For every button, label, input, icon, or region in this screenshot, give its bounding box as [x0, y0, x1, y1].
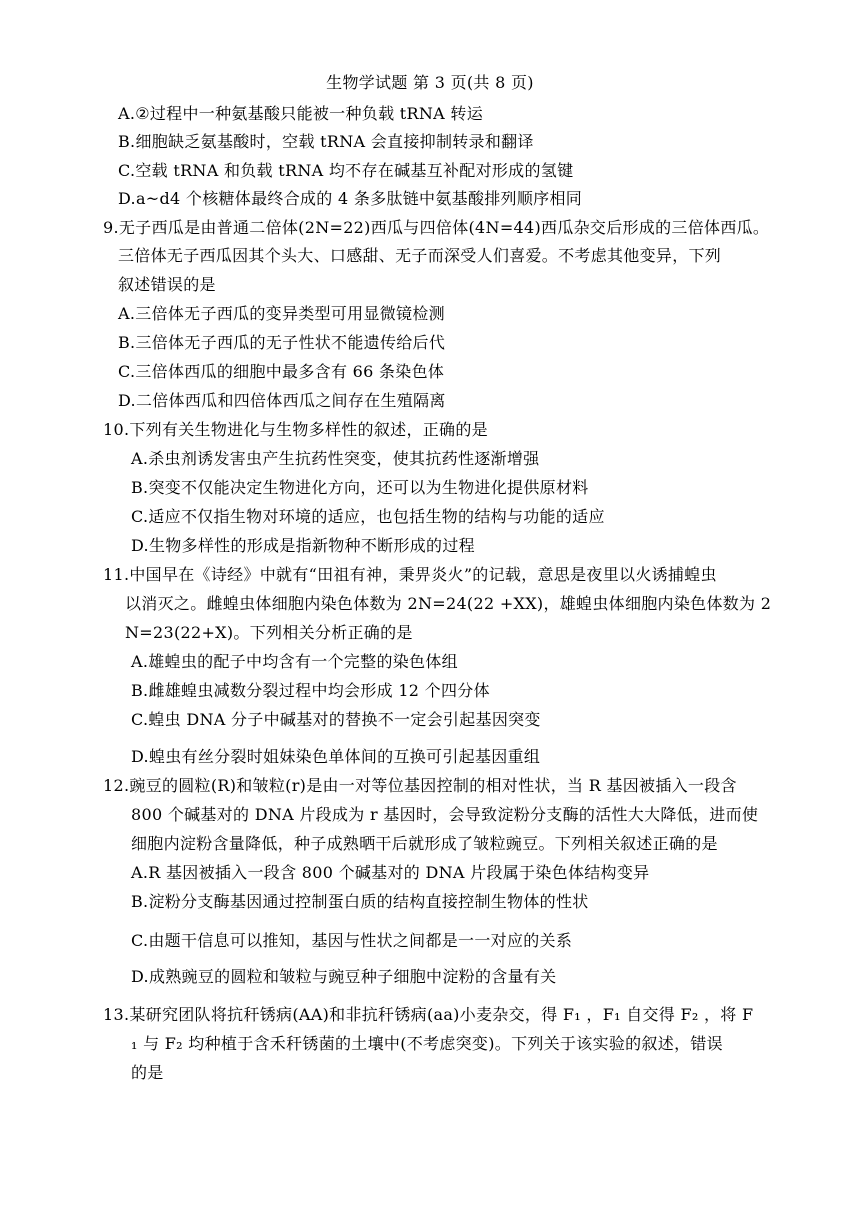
- q11-option-a: A.雄蝗虫的配子中均含有一个完整的染色体组: [131, 652, 458, 671]
- q8-option-c: C.空载 tRNA 和负载 tRNA 均不存在碱基互补配对形成的氢键: [118, 161, 574, 180]
- q12-option-a: A.R 基因被插入一段含 800 个碱基对的 DNA 片段属于染色体结构变异: [131, 863, 650, 882]
- q12-option-c: C.由题干信息可以推知，基因与性状之间都是一一对应的关系: [131, 931, 573, 950]
- q12-stem-line: 800 个碱基对的 DNA 片段成为 r 基因时，会导致淀粉分支酶的活性大大降低，进而使: [131, 805, 759, 824]
- q9-stem-line: 三倍体无子西瓜因其个头大、口感甜、无子而深受人们喜爱。不考虑其他变异，下列: [118, 246, 722, 265]
- q13-stem-line: 的是: [131, 1063, 164, 1082]
- q11-option-c: C.蝗虫 DNA 分子中碱基对的替换不一定会引起基因突变: [131, 710, 541, 729]
- q12-stem-line: 细胞内淀粉含量降低，种子成熟晒干后就形成了皱粒豌豆。下列相关叙述正确的是: [131, 834, 718, 853]
- q9-option-c: C.三倍体西瓜的细胞中最多含有 66 条染色体: [118, 362, 445, 381]
- page-header: 生物学试题 第 3 页(共 8 页): [326, 73, 534, 92]
- q12-stem-line: 12.豌豆的圆粒(R)和皱粒(r)是由一对等位基因控制的相对性状，当 R 基因被插入一段含: [103, 776, 737, 795]
- q9-option-b: B.三倍体无子西瓜的无子性状不能遗传给后代: [118, 333, 446, 352]
- q10-stem-line: 10.下列有关生物进化与生物多样性的叙述，正确的是: [103, 420, 488, 439]
- q13-stem-line: ₁ 与 F₂ 均种植于含禾秆锈菌的土壤中(不考虑突变)。下列关于该实验的叙述，错误: [131, 1034, 723, 1053]
- q9-stem-line: 9.无子西瓜是由普通二倍体(2N=22)西瓜与四倍体(4N=44)西瓜杂交后形成的三倍体西瓜。: [103, 218, 770, 237]
- q8-option-a: A.②过程中一种氨基酸只能被一种负载 tRNA 转运: [118, 104, 483, 123]
- q13-stem-line: 13.某研究团队将抗秆锈病(AA)和非抗秆锈病(aa)小麦杂交，得 F₁ ，F₁ 自交得 F₂ ，将 F: [103, 1005, 754, 1024]
- q10-option-d: D.生物多样性的形成是指新物种不断形成的过程: [131, 536, 475, 555]
- q12-option-d: D.成熟豌豆的圆粒和皱粒与豌豆种子细胞中淀粉的含量有关: [131, 967, 557, 986]
- q12-option-b: B.淀粉分支酶基因通过控制蛋白质的结构直接控制生物体的性状: [131, 892, 589, 911]
- q10-option-a: A.杀虫剂诱发害虫产生抗药性突变，使其抗药性逐渐增强: [131, 449, 540, 468]
- q10-option-c: C.适应不仅指生物对环境的适应，也包括生物的结构与功能的适应: [131, 507, 605, 526]
- q11-stem-line: N=23(22+X)。下列相关分析正确的是: [125, 623, 413, 642]
- q11-stem-line: 11.中国早在《诗经》中就有“田祖有神，秉畀炎火”的记载，意思是夜里以火诱捕蝗虫: [103, 565, 717, 584]
- q9-option-a: A.三倍体无子西瓜的变异类型可用显微镜检测: [118, 304, 445, 323]
- q8-option-b: B.细胞缺乏氨基酸时，空载 tRNA 会直接抑制转录和翻译: [118, 132, 534, 151]
- q9-option-d: D.二倍体西瓜和四倍体西瓜之间存在生殖隔离: [118, 391, 446, 410]
- q11-stem-line: 以消灭之。雌蝗虫体细胞内染色体数为 2N=24(22 +XX)，雄蝗虫体细胞内染色体数为 2: [125, 594, 772, 613]
- q9-stem-line: 叙述错误的是: [118, 275, 216, 294]
- q11-option-d: D.蝗虫有丝分裂时姐妹染色单体间的互换可引起基因重组: [131, 747, 541, 766]
- q8-option-d: D.a~d4 个核糖体最终合成的 4 条多肽链中氨基酸排列顺序相同: [118, 189, 583, 208]
- q11-option-b: B.雌雄蝗虫减数分裂过程中均会形成 12 个四分体: [131, 681, 490, 700]
- q10-option-b: B.突变不仅能决定生物进化方向，还可以为生物进化提供原材料: [131, 478, 589, 497]
